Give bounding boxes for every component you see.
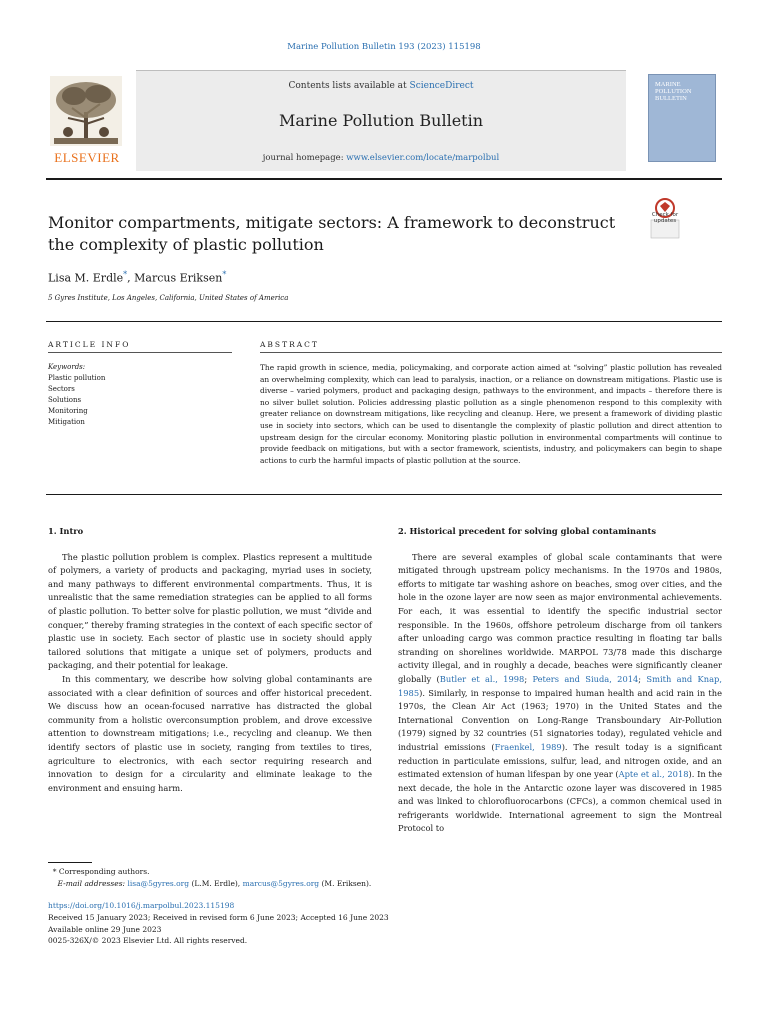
text-run: ). In the next decade, the hole in the Antarctic ozone layer was discovered in 1985 and was linked to chlorofluorocarbons (CFCs), a common chemical used in refrigerants worldwide. International agreement to sign the Montreal Protocol to — [398, 769, 723, 834]
right-column — [398, 525, 722, 836]
author-separator: , — [127, 271, 135, 285]
keywords-label: Keywords: — [48, 363, 86, 371]
corresponding-text: Corresponding authors. — [58, 867, 150, 876]
check-for-updates-label: Check for updates — [651, 212, 679, 224]
footnotes — [48, 866, 724, 890]
doi-link[interactable]: https://doi.org/10.1016/j.marpolbul.2023.115198 — [48, 901, 235, 910]
email-note — [48, 878, 724, 890]
citation-link[interactable]: Peters and Siuda, 2014 — [532, 673, 639, 684]
corresponding-author-mark[interactable]: * — [222, 270, 227, 279]
abstract-rule — [260, 352, 722, 353]
homepage-prefix: journal homepage: — [262, 153, 347, 163]
citation-link[interactable]: Butler et al., 1998 — [439, 673, 525, 684]
journal-reference-link[interactable]: Marine Pollution Bulletin 193 (2023) 115198 — [287, 42, 481, 52]
left-column — [48, 525, 372, 795]
header-divider — [46, 321, 722, 322]
keyword-item: Sectors — [48, 385, 75, 393]
author-name[interactable]: Marcus Eriksen — [134, 271, 223, 285]
contents-prefix: Contents lists available at — [288, 81, 410, 91]
text-run: ). The result today is a significant reduction in particulate emissions, sulfur, lead, and nitrogen oxide, and an estimated extension of human lifespan by one year ( — [398, 741, 722, 780]
masthead-banner — [136, 70, 626, 171]
received-dates: Received 15 January 2023; Received in revised form 6 June 2023; Accepted 16 June 2023 — [48, 912, 389, 922]
keyword-item: Solutions — [48, 396, 82, 404]
article-info-rule — [48, 352, 232, 353]
section-2-heading: 2. Historical precedent for solving global contaminants — [398, 526, 657, 536]
abstract-text: The rapid growth in science, media, policymaking, and corporate action aimed at “solving” plastic pollution has revealed an overwhelming complexity, which can lead to paralysis, inaction, or a reliance on downstream mitigations. Plastic use is diverse – varied polymers, product and packaging design, pathways to the environment, and impacts – therefore there is no silver bullet solution. Policies addressing plastic pollution as a single phenomenon respond to this complexity with greater reliance on downstream mitigations, like recycling and cleanup. Here, we present a framework of dividing plastic use in society into sectors, which can be used to disentangle the complexity of plastic pollution and direct attention to upstream design for the circular economy. Monitoring plastic pollution in environmental compartments will continue to provide feedback on mitigations, but with a sector framework, scientists, industry, and policymakers can begin to shape actions to curb the harmful impacts of plastic pollution at the source. — [260, 363, 722, 465]
journal-title: Marine Pollution Bulletin — [278, 111, 484, 130]
email-link[interactable]: marcus@5gyres.org — [242, 879, 320, 888]
article-title: Monitor compartments, mitigate sectors: A framework to deconstruct the complexity of plastic pollution — [48, 213, 616, 254]
masthead-divider — [46, 178, 722, 180]
cover-title: MARINE POLLUTION BULLETIN — [655, 81, 692, 102]
email-link[interactable]: lisa@5gyres.org — [127, 879, 190, 888]
publisher-name: ELSEVIER — [54, 150, 120, 165]
keyword-item: Monitoring — [48, 407, 88, 415]
email-owner: (M. Eriksen). — [319, 879, 372, 888]
journal-cover-thumbnail[interactable] — [648, 74, 716, 162]
keywords-block — [48, 362, 105, 428]
publication-info — [48, 900, 724, 947]
keyword-item: Mitigation — [48, 418, 85, 426]
body-paragraph — [398, 551, 722, 836]
citation-link[interactable]: Smith and Knap, 1985 — [398, 673, 722, 698]
available-online: Available online 29 June 2023 — [48, 924, 162, 934]
body-paragraph: The plastic pollution problem is complex. Plastics represent a multitude of polymers, a variety of products and packaging, myriad uses in society, and many pathways to different environmental compartments. Thus, it is unrealistic that the same remediation strategies can be applied to all forms of plastic pollution. To better solve for plastic pollution, we must “divide and conquer,” thereby framing strategies in the context of each specific sector of plastic use in society. Each sector of plastic use in society should apply tailored solutions that mitigate a unique set of polymers, products and packaging, and their potential for leakage. — [48, 551, 372, 671]
text-run: ). Similarly, in response to impaired human health and acid rain in the 1970s, the Clean Air Act (1963; 1970) in the United States and the International Convention on Long-Range Transboundary Air-Pollution (1979) signed by 32 countries (51 signatories today), regulated vehicle and industrial emissions ( — [398, 687, 722, 752]
contents-line — [136, 81, 626, 91]
author-name[interactable]: Lisa M. Erdle — [48, 271, 124, 285]
citation-link[interactable]: Apte et al., 2018 — [618, 769, 689, 780]
text-run: There are several examples of global scale contaminants that were mitigated through upstream policy mechanisms. In the 1970s and 1980s, efforts to mitigate tar washing ashore on beaches, smog over cities, and the hole in the ozone layer are now seen as major environmental achievements. For each, it was essential to identify the specific industrial sector responsible. In the 1960s, offshore petroleum discharge from oil tankers after unloading cargo was common practice resulting in floating tar balls stranding on shorelines worldwide. MARPOL 73/78 made this discharge activity illegal, and in roughly a decade, beaches were significantly cleaner globally ( — [398, 551, 722, 684]
journal-homepage-link[interactable]: www.elsevier.com/locate/marpolbul — [346, 153, 500, 163]
copyright: 0025-326X/© 2023 Elsevier Ltd. All rights reserved. — [48, 936, 248, 946]
text-run: ; — [638, 673, 647, 684]
keyword-item: Plastic pollution — [48, 374, 106, 382]
corresponding-note: * Corresponding authors. — [48, 867, 150, 876]
footnote-rule — [48, 862, 92, 863]
abstract-bottom-divider — [46, 494, 722, 495]
corresponding-author-mark[interactable]: * — [123, 270, 128, 279]
article-info-heading: ARTICLE INFO — [48, 340, 131, 349]
masthead — [46, 70, 722, 174]
text-run: ; — [524, 673, 533, 684]
body-paragraph: In this commentary, we describe how solving global contaminants are associated with a clear definition of sources and offer historical precedent. We discuss how an ocean-focused narrative has distracted the global community from a holistic overconsumption problem, and drove excessive attention to downstream mitigations; i.e., recycling and cleanup. We then identify sectors of plastic use in society, ranging from textiles to tires, agriculture to electronics, with each sector requiring research and innovation to design for a circularity and eliminate leakage to the environment and ensuing harm. — [48, 673, 372, 793]
abstract-heading: ABSTRACT — [260, 340, 319, 349]
homepage-line — [136, 153, 626, 163]
email-owner: (L.M. Erdle), — [189, 879, 243, 888]
affiliation: 5 Gyres Institute, Los Angeles, California, United States of America — [48, 294, 289, 302]
section-1-heading: 1. Intro — [48, 526, 84, 536]
email-label: E-mail addresses: — [57, 879, 126, 888]
sciencedirect-link[interactable]: ScienceDirect — [409, 81, 474, 91]
author-list — [48, 270, 226, 285]
citation-link[interactable]: Fraenkel, 1989 — [494, 741, 562, 752]
